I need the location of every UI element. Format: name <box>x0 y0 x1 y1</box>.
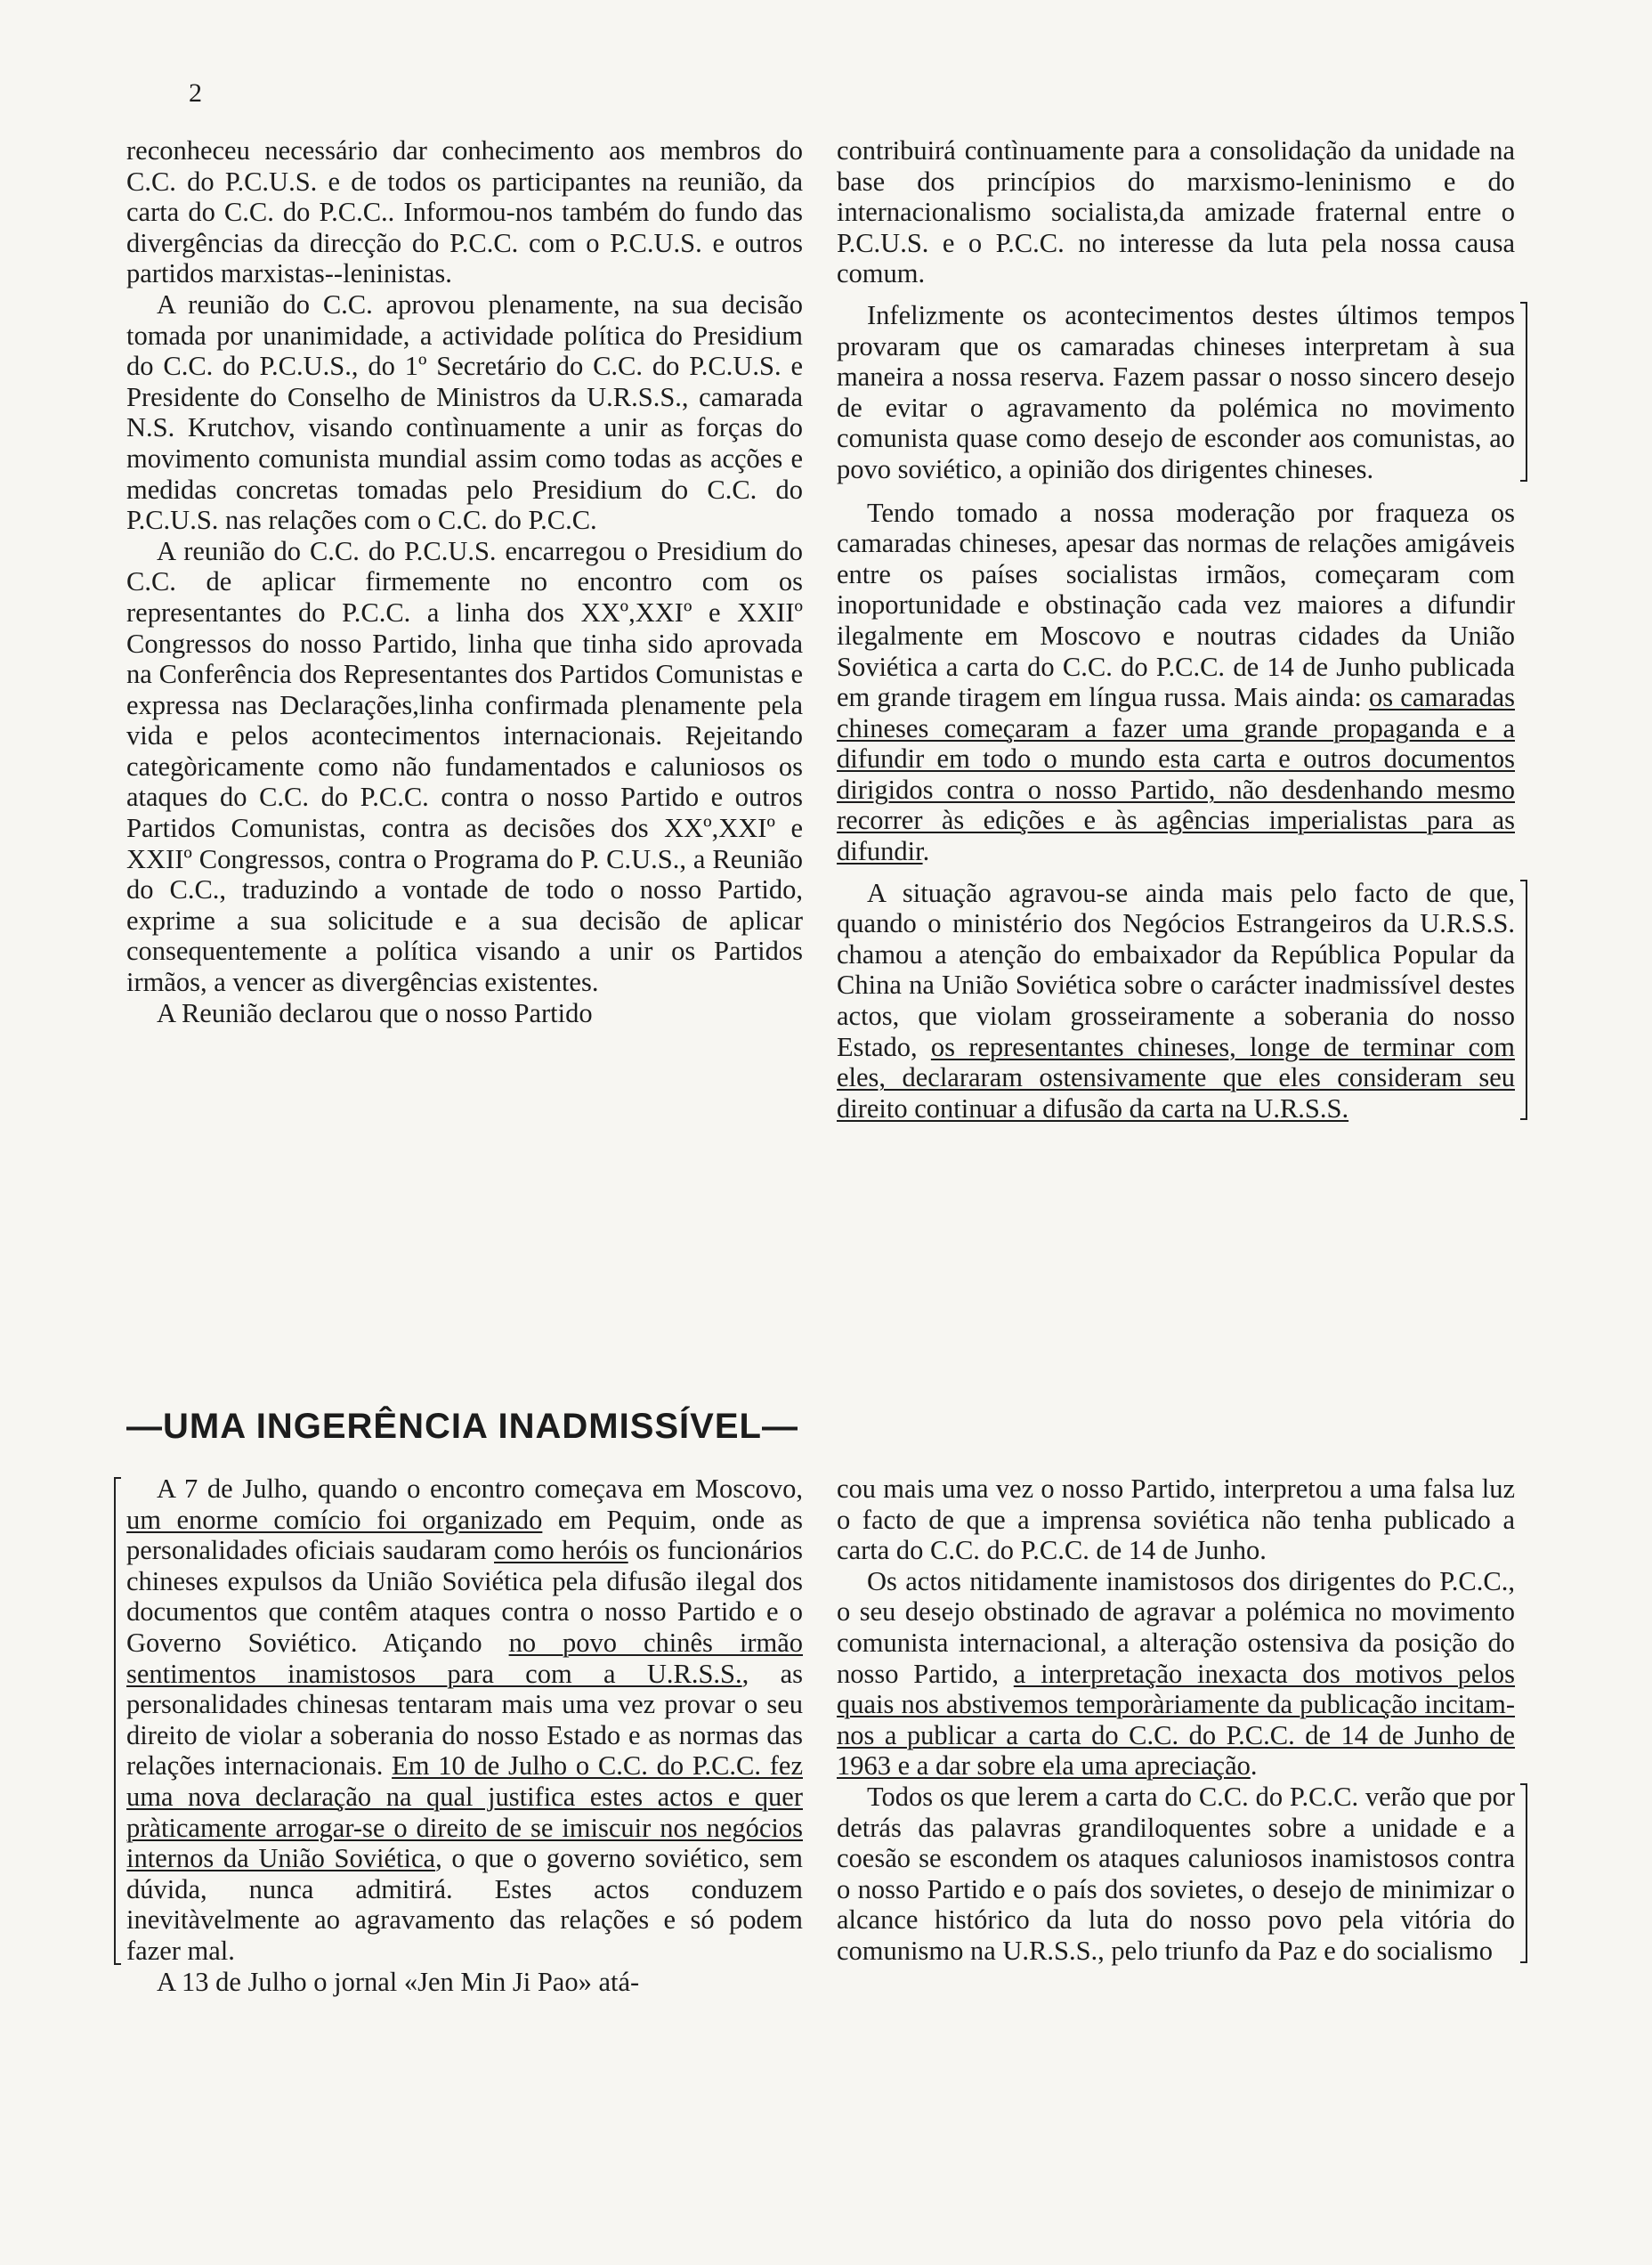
paragraph: cou mais uma vez o nosso Partido, interpretou a uma falsa luz o facto de que a imprensa soviética não tenha publicado a carta do C.C. do P.C.C. de 14 de Junho. <box>837 1473 1515 1566</box>
marked-paragraph: Todos os que lerem a carta do C.C. do P.C.C. verão que por detrás das palavras grandiloquentes sobre a unidade e a coesão se escondem os ataques caluniosos inamistosos contra o nosso Partido e o país dos sovietes, o desejo de minimizar o alcance histórico da luta do nosso povo pela vitória do comunismo na U.R.S.S., pelo triunfo da Paz e do socialismo <box>837 1781 1515 1966</box>
bottom-left-column <box>126 1473 803 1997</box>
underlined-passage: os representantes chineses, longe de terminar com eles, declararam ostensivamente que eles consideram seu direito continuar a difusão da carta na U.R.S.S. <box>837 1031 1515 1124</box>
paragraph-text: , o que o governo soviético, sem dúvida, nunca admitirá. Estes actos conduzem inevitàvelmente ao agravamento das relações e só podem fazer mal. <box>126 1843 803 1966</box>
section-heading: —UMA INGERÊNCIA INADMISSÍVEL— <box>126 1407 798 1446</box>
paragraph-text: Os actos nitidamente inamistosos dos dirigentes do P.C.C., o seu desejo obstinado de agravar a polémica no movimento comunista internacional, a alteração ostensiva da posição do nosso Partido, <box>837 1565 1515 1689</box>
paragraph <box>837 1566 1515 1782</box>
paragraph: A reunião do C.C. aprovou plenamente, na sua decisão tomada por unanimidade, a actividade política do Presidium do C.C. do P.C.U.S., do 1º Secretário do C.C. do P.C.U.S. e Presidente do Conselho de Ministros da U.R.S.S., camarada N.S. Krutchov, visando contìnuamente a unir as forças do movimento comunista mundial assim como todas as acções e medidas concretas tomadas pelo Presidium do C.C. do P.C.U.S. nas relações com o C.C. do P.C.C. <box>126 288 803 536</box>
paragraph-text: A 7 de Julho, quando o encontro começava em Moscovo, <box>157 1473 803 1504</box>
paragraph-text: Tendo tomado a nossa moderação por fraqueza os camaradas chineses, apesar das normas de relações amigáveis entre os países socialistas irmãos, começaram com inoportunidade e obstinação cada vez maiores a difundir ilegalmente em Moscovo e noutras cidades da União Soviética a carta do C.C. do P.C.C. de 14 de Junho publicada em grande tiragem em língua russa. Mais ainda: <box>837 497 1515 713</box>
paragraph-text: em Pequim, onde as personalidades oficiais saudaram <box>126 1504 803 1566</box>
paragraph <box>837 498 1515 867</box>
paragraph: A Reunião declarou que o nosso Partido <box>157 997 593 1028</box>
top-right-column <box>837 135 1515 1124</box>
paragraph: contribuirá contìnuamente para a consolidação da unidade na base dos princípios do marxismo-leninismo e do internacionalismo socialista,da amizade fraternal entre o P.C.U.S. e o P.C.C. no interesse da luta pela nossa causa comum. <box>837 135 1515 289</box>
underlined-passage: um enorme comício foi organizado <box>126 1504 543 1535</box>
page-number: 2 <box>189 78 202 108</box>
paragraph: A reunião do C.C. do P.C.U.S. encarregou o Presidium do C.C. de aplicar firmemente no encontro com os representantes do P.C.C. a linha dos XXº,XXIº e XXIIº Congressos do nosso Partido, linha que tinha sido aprovada na Conferência dos Representantes dos Partidos Comunistas e expressa nas Declarações,linha confirmada plenamente pela vida e pelos acontecimentos internacionais. Rejeitando categòricamente como não fundamentados e caluniosos os ataques do C.C. do P.C.C. contra o nosso Partido e outros Partidos Comunistas, contra as decisões dos XXº,XXIº e XXIIº Congressos, contra o Programa do P. C.U.S., a Reunião do C.C., traduzindo a vontade de todo o nosso Partido, exprime a sua solicitude e a sua decisão de aplicar consequentemente a política visando a unir os Partidos irmãos, a vencer as divergências existentes. <box>126 535 803 998</box>
underlined-passage: Em 10 de Julho o C.C. do P.C.C. fez uma nova declaração na qual justifica estes actos e quer pràticamente arrogar-se o direito de se imiscuir nos negócios internos da União Soviética <box>126 1750 803 1874</box>
paragraph: A 13 de Julho o jornal «Jen Min Ji Pao» atá- <box>157 1966 640 1997</box>
paragraph-text: A situação agravou-se ainda mais pelo facto de que, quando o ministério dos Negócios Estrangeiros da U.R.S.S. chamou a atenção do embaixador da República Popular da China na União Soviética sobre o carácter inadmissível destes actos, que violam grosseiramente a soberania do nosso Estado, <box>837 877 1515 1062</box>
paragraph-text: , as personalidades chinesas tentaram mais uma vez provar o seu direito de violar a soberania do nosso Estado e as normas das relações internacionais. <box>126 1658 803 1782</box>
underlined-passage: no povo chinês irmão sentimentos inamistosos para com a U.R.S.S. <box>126 1627 804 1689</box>
paragraph-text: os funcionários chineses expulsos da União Soviética pela difusão ilegal dos documentos que contêm ataques contra o nosso Partido e o Governo Soviético. Atiçando <box>126 1535 803 1658</box>
marked-paragraph <box>837 878 1515 1124</box>
top-left-column <box>126 135 803 1028</box>
marked-paragraph <box>126 1473 803 1967</box>
paragraph-end: . <box>922 836 930 867</box>
marked-paragraph: Infelizmente os acontecimentos destes últimos tempos provaram que os camaradas chineses interpretam à sua maneira a nossa reserva. Fazem passar o nosso sincero desejo de evitar o agravamento da polémica no movimento comunista quase como desejo de esconder aos comunistas, ao povo soviético, a opinião dos dirigentes chineses. <box>837 299 1515 484</box>
underlined-passage: a interpretação inexacta dos motivos pelos quais nos abstivemos temporàriamente da publicação incitam-nos a publicar a carta do C.C. do P.C.C. de 14 de Junho de 1963 e a dar sobre ela uma apreciação <box>837 1658 1516 1782</box>
paragraph-end: . <box>1250 1750 1258 1782</box>
underlined-passage: como heróis <box>494 1535 628 1566</box>
underlined-passage: os camaradas chineses começaram a fazer uma grande propaganda e a difundir em todo o mundo esta carta e outros documentos dirigidos contra o nosso Partido, não desdenhando mesmo recorrer às edições e às agências imperialistas para as difundir <box>837 682 1515 867</box>
bottom-right-column <box>837 1473 1515 1967</box>
paragraph: reconheceu necessário dar conhecimento aos membros do C.C. do P.C.U.S. e de todos os participantes na reunião, da carta do C.C. do P.C.C.. Informou-nos também do fundo das divergências da direcção do P.C.C. com o P.C.U.S. e outros partidos marxistas--leninistas. <box>126 135 803 289</box>
